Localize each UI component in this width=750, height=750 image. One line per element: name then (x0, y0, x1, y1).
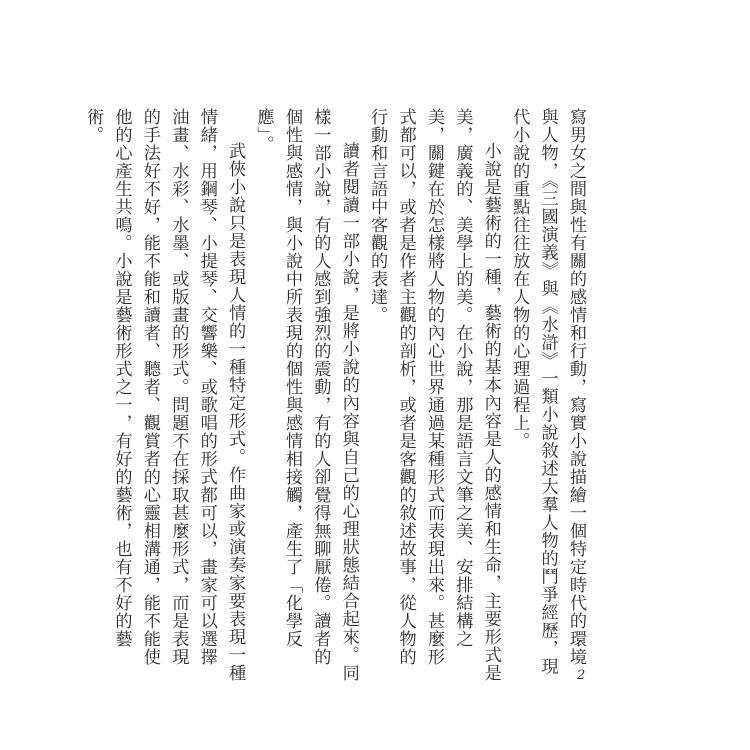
paragraph-2: 小說是藝術的一種，藝術的基本內容是人的感情和生命，主要形式是美，廣義的、美學上的美。在小說，那是語言文筆之美、安排結構之美，關鍵在於怎樣將人物的內心世界通過某種形式而表現出來。甚麼形式都可以，或者是作者主觀的剖析，或者是客觀的敘述故事，從人物的行動和言語中客觀的表達。 (367, 108, 501, 683)
paragraph-1: 寫男女之間與性有關的感情和行動，寫實小說描繪一個特定時代的環境與人物，《三國演義》與《水滸》一類小說敘述大羣人物的鬥爭經歷，現代小說的重點往往放在人物的心理過程上。 (509, 108, 586, 676)
paragraph-4: 武俠小說只是表現人情的一種特定形式。作曲家或演奏家要表現一種情緒，用鋼琴、小提琴、交響樂、或歌唱的形式都可以，畫家可以選擇油畫、水彩、水墨、或版畫的形式。問題不在採取甚麼形式，而是表現的手法好不好，能不能和讀者、聽者、觀賞者的心靈相溝通，能不能使他的心產生共鳴。小說是藝術形式之一，有好的藝術，也有不好的藝術。 (83, 108, 246, 683)
page-number: 2 (577, 668, 586, 683)
paragraph-3: 讀者閱讀一部小說，是將小說的內容與自己的心理狀態結合起來。同樣一部小說，有的人感到強烈的震動，有的人卻覺得無聊厭倦。讀者的個性與感情，與小說中所表現的個性與感情相接觸，產生了「化學反應」。 (253, 108, 359, 683)
body-text (79, 108, 590, 683)
